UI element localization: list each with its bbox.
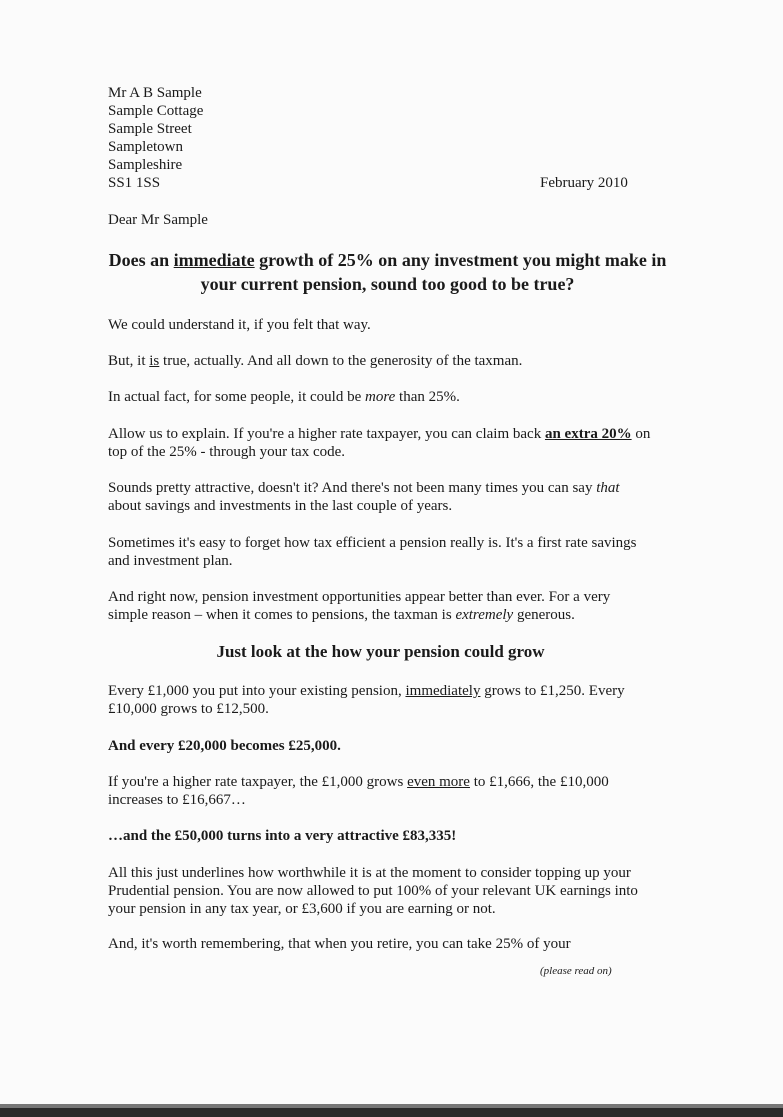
p2-underlined: is (149, 353, 160, 369)
paragraph-2 (108, 352, 653, 370)
section-subheading: Just look at the how your pension could grow (216, 642, 545, 661)
paragraph-12: All this just underlines how worthwhile it is at the moment to consider topping up your Prudential pension. You are now allowed to put 100% of your relevant UK earnings into your pension in any tax year, or £3,600 if you are earning or not. (108, 865, 638, 917)
letter-date: February 2010 (540, 175, 628, 191)
p7-italic: extremely (455, 607, 514, 623)
p8-underlined: immediately (405, 683, 481, 699)
address-line-town: Sampletown (108, 139, 183, 155)
headline-underlined: immediate (173, 250, 255, 270)
headline-part-2: growth of 25% on any investment you might make in your current pension, sound too good to be true? (200, 250, 667, 294)
address-line-street: Sample Street (108, 121, 192, 137)
p10-underlined: even more (407, 774, 470, 790)
paragraph-6: Sometimes it's easy to forget how tax efficient a pension really is. It's a first rate savings and investment plan. (108, 535, 637, 569)
address-line-county: Sampleshire (108, 157, 183, 173)
p8-text-a: Every £1,000 you put into your existing pension, (108, 683, 406, 699)
address-line-house: Sample Cottage (108, 103, 204, 119)
p5-text-b: about savings and investments in the last couple of years. (108, 498, 453, 514)
scan-bottom-edge-highlight (0, 1104, 783, 1108)
p4-text-a: Allow us to explain. If you're a higher rate taxpayer, you can claim back (108, 426, 545, 442)
p8-text-b: grows to £1,250. Every £10,000 grows to £12,500. (108, 683, 625, 717)
paragraph-1: We could understand it, if you felt that way. (108, 317, 371, 333)
p7-text-b: generous. (513, 607, 575, 623)
p3-text-b: than 25%. (395, 389, 460, 405)
paragraph-5 (108, 479, 653, 515)
p7-text-a: And right now, pension investment opportunities appear better than ever. For a very simple reason – when it comes to pensions, the taxman is (108, 589, 611, 623)
address-line-name: Mr A B Sample (108, 85, 202, 101)
paragraph-10 (108, 773, 653, 809)
paragraph-8 (108, 682, 653, 718)
p3-italic: more (365, 389, 396, 405)
headline-part-1: Does an (108, 250, 174, 270)
p3-text-a: In actual fact, for some people, it could be (108, 389, 365, 405)
salutation: Dear Mr Sample (108, 212, 208, 228)
paragraph-11: …and the £50,000 turns into a very attractive £83,335! (108, 828, 457, 844)
paragraph-13: And, it's worth remembering, that when you retire, you can take 25% of your (108, 936, 571, 952)
p5-italic: that (596, 480, 620, 496)
address-line-postcode: SS1 1SS (108, 175, 161, 191)
p2-text-a: But, it (108, 353, 150, 369)
paragraph-4 (108, 425, 653, 461)
recipient-address (108, 84, 203, 192)
p4-bold-underlined: an extra 20% (544, 426, 632, 442)
headline (95, 248, 680, 296)
p4-text-b: on top of the 25% - through your tax code. (108, 426, 651, 460)
p2-text-b: true, actually. And all down to the generosity of the taxman. (159, 353, 523, 369)
paragraph-9: And every £20,000 becomes £25,000. (108, 738, 341, 754)
p10-text-b: to £1,666, the £10,000 increases to £16,667… (108, 774, 609, 808)
p10-text-a: If you're a higher rate taxpayer, the £1,000 grows (108, 774, 408, 790)
p5-text-a: Sounds pretty attractive, doesn't it? And there's not been many times you can say (108, 480, 597, 496)
please-read-on-note: (please read on) (540, 965, 612, 977)
paragraph-3 (108, 388, 653, 406)
paragraph-7 (108, 588, 653, 624)
